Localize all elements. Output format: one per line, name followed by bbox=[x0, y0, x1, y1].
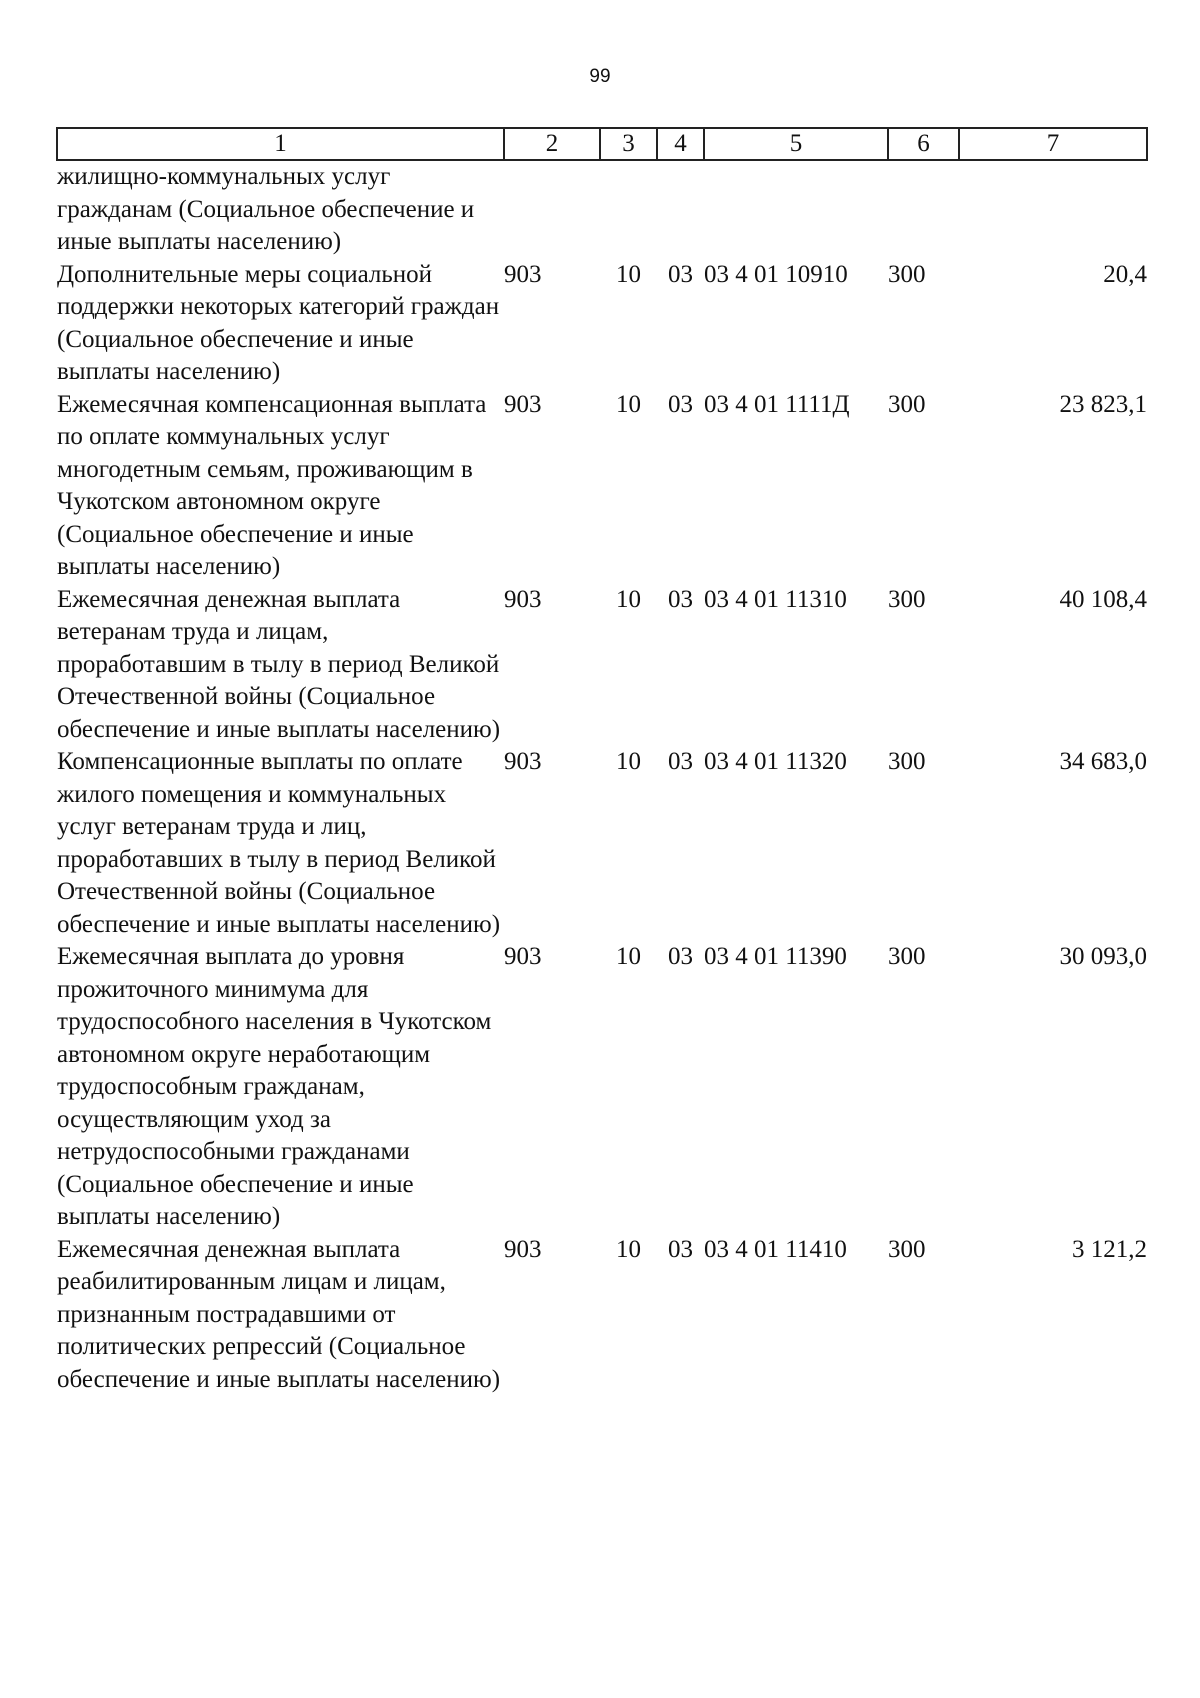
page-number: 99 bbox=[589, 66, 611, 87]
column-header: 4 bbox=[657, 128, 704, 160]
table-row bbox=[57, 160, 1147, 259]
table-row bbox=[57, 389, 1147, 584]
subsection-code: 03 bbox=[668, 260, 693, 288]
column-header: 5 bbox=[704, 128, 888, 160]
ministry-code: 903 bbox=[504, 943, 542, 970]
ministry-code: 903 bbox=[504, 585, 542, 613]
subsection-code: 03 bbox=[668, 390, 693, 418]
expense-type-code bbox=[888, 160, 959, 259]
table-row bbox=[57, 941, 1147, 1234]
ministry-code: 903 bbox=[504, 748, 542, 775]
target-article-code: 03 4 01 11410 bbox=[704, 1235, 847, 1263]
expense-type-code: 300 bbox=[888, 390, 926, 418]
amount: 20,4 bbox=[1103, 260, 1147, 288]
ministry-code: 903 bbox=[504, 1235, 542, 1263]
row-description: Дополнительные меры социальной поддержки некоторых категорий граждан (Социальное обеспечение и иные выплаты населению) bbox=[57, 260, 500, 385]
target-article-code: 03 4 01 11390 bbox=[704, 943, 847, 970]
subsection-code: 03 bbox=[668, 748, 693, 775]
section-code: 10 bbox=[616, 390, 641, 418]
table-row bbox=[57, 259, 1147, 389]
amount: 23 823,1 bbox=[1059, 390, 1147, 418]
section-code bbox=[600, 160, 657, 259]
section-code: 10 bbox=[616, 260, 641, 288]
expense-type-code: 300 bbox=[888, 585, 926, 613]
row-description: жилищно-коммунальных услуг гражданам (Социальное обеспечение и иные выплаты населению) bbox=[57, 163, 475, 255]
section-code: 10 bbox=[616, 748, 641, 775]
ministry-code bbox=[504, 160, 600, 259]
subsection-code bbox=[657, 160, 704, 259]
amount: 3 121,2 bbox=[1072, 1235, 1147, 1263]
table-row bbox=[57, 746, 1147, 941]
table-row bbox=[57, 584, 1147, 747]
column-header: 3 bbox=[600, 128, 657, 160]
subsection-code: 03 bbox=[668, 943, 693, 970]
ministry-code: 903 bbox=[504, 260, 542, 288]
subsection-code: 03 bbox=[668, 585, 693, 613]
row-description: Ежемесячная компенсационная выплата по оплате коммунальных услуг многодетным семьям, проживающим в Чукотском автономном округе (Социальное обеспечение и иные выплаты населению) bbox=[57, 390, 487, 580]
column-header: 7 bbox=[959, 128, 1147, 160]
expense-type-code: 300 bbox=[888, 1235, 926, 1263]
target-article-code bbox=[704, 160, 888, 259]
column-header: 2 bbox=[504, 128, 600, 160]
header-row bbox=[57, 128, 1147, 160]
section-code: 10 bbox=[616, 1235, 641, 1263]
amount bbox=[959, 160, 1147, 259]
target-article-code: 03 4 01 11320 bbox=[704, 748, 847, 775]
amount: 34 683,0 bbox=[1059, 748, 1147, 775]
expense-type-code: 300 bbox=[888, 943, 926, 970]
column-header: 6 bbox=[888, 128, 959, 160]
row-description: Компенсационные выплаты по оплате жилого помещения и коммунальных услуг ветеранам труда и лиц, проработавших в тылу в период Великой Отечественной войны (Социальное обеспечение и иные выплаты населению) bbox=[57, 748, 501, 938]
target-article-code: 03 4 01 11310 bbox=[704, 585, 847, 613]
table-row bbox=[57, 1234, 1147, 1397]
expense-type-code: 300 bbox=[888, 260, 926, 288]
row-description: Ежемесячная денежная выплата реабилитированным лицам и лицам, признанным пострадавшими от политических репрессий (Социальное обеспечение и иные выплаты населению) bbox=[57, 1235, 501, 1393]
subsection-code: 03 bbox=[668, 1235, 693, 1263]
row-description: Ежемесячная выплата до уровня прожиточного минимума для трудоспособного населения в Чукотском автономном округе неработающим трудоспособным гражданам, осуществляющим уход за нетрудоспособными гражданами (Социальное обеспечение и иные выплаты населению) bbox=[57, 943, 492, 1230]
row-description: Ежемесячная денежная выплата ветеранам труда и лицам, проработавшим в тылу в период Великой Отечественной войны (Социальное обеспечение и иные выплаты населению) bbox=[57, 585, 501, 743]
target-article-code: 03 4 01 1111Д bbox=[704, 390, 850, 418]
column-header: 1 bbox=[57, 128, 504, 160]
ministry-code: 903 bbox=[504, 390, 542, 418]
section-code: 10 bbox=[616, 585, 641, 613]
amount: 40 108,4 bbox=[1059, 585, 1147, 613]
section-code: 10 bbox=[616, 943, 641, 970]
amount: 30 093,0 bbox=[1059, 943, 1147, 970]
target-article-code: 03 4 01 10910 bbox=[704, 260, 848, 288]
expense-type-code: 300 bbox=[888, 748, 926, 775]
budget-table bbox=[56, 127, 1148, 1396]
